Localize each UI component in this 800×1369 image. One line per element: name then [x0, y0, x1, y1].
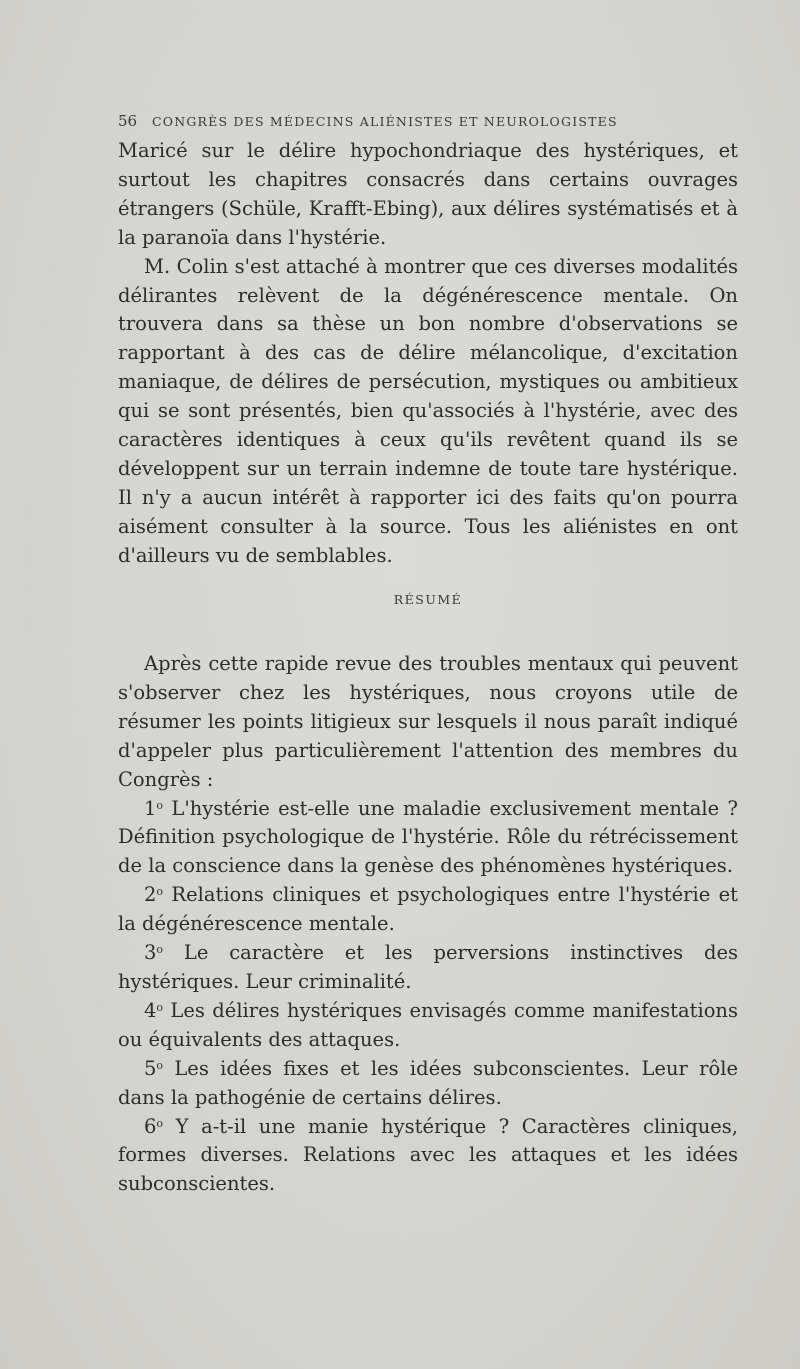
- paragraph: Maricé sur le délire hypochondriaque des hystériques, et surtout les chapitres consacrés dans certains ouvrages étrangers (Schüle, Krafft-Ebing), aux délires systématisés et à la paranoïa dans l'hystérie.: [118, 139, 738, 249]
- running-head: [118, 112, 738, 130]
- item-text: Y a-t-il une manie hystérique ? Caractères cliniques, formes diverses. Relations avec les attaques et les idées subconscientes.: [118, 1114, 738, 1196]
- paragraph: M. Colin s'est attaché à montrer que ces diverses modalités délirantes relèvent de la dégénérescence mentale. On trouvera dans sa thèse un bon nombre d'observations se rapportant à des cas de délire mélancolique, d'excitation maniaque, de délires de persécution, mystiques ou ambitieux qui se sont présentés, bien qu'associés à l'hystérie, avec des caractères identiques à ceux qu'ils revêtent quand ils se développent sur un terrain indemne de toute tare hystérique. Il n'y a aucun intérêt à rapporter ici des faits qu'on pourra aisément consulter à la source. Tous les aliénistes en ont d'ailleurs vu de semblables.: [118, 254, 738, 567]
- item-number: 4: [144, 998, 157, 1022]
- item-text: Les idées fixes et les idées subconscientes. Leur rôle dans la pathogénie de certains délires.: [118, 1056, 738, 1109]
- summary-item-4: [118, 997, 738, 1055]
- summary-body: [118, 650, 738, 1199]
- summary-intro: Après cette rapide revue des troubles mentaux qui peuvent s'observer chez les hystériques, nous croyons utile de résumer les points litigieux sur lesquels il nous paraît indiqué d'appeler plus particulièrement l'attention des membres du Congrès :: [118, 652, 738, 791]
- summary-item-1: [118, 795, 738, 882]
- item-number: 1: [144, 796, 157, 820]
- item-number: 6: [144, 1114, 157, 1138]
- item-number: 3: [144, 941, 157, 965]
- ordinal-mark: o: [156, 1116, 164, 1130]
- item-text: Les délires hystériques envisagés comme manifestations ou équivalents des attaques.: [118, 998, 738, 1051]
- ordinal-mark: o: [156, 943, 164, 957]
- item-text: L'hystérie est-elle une maladie exclusivement mentale ? Définition psychologique de l'hystérie. Rôle du rétrécissement de la conscience dans la genèse des phénomènes hystériques.: [118, 796, 738, 878]
- ordinal-mark: o: [156, 1000, 164, 1014]
- summary-item-5: [118, 1055, 738, 1113]
- running-title: CONGRÈS DES MÉDECINS ALIÉNISTES ET NEUROLOGISTES: [152, 114, 618, 129]
- ordinal-mark: o: [156, 885, 164, 899]
- body-text-top: [118, 137, 738, 571]
- summary-item-2: [118, 881, 738, 939]
- section-title: RÉSUMÉ: [393, 592, 463, 607]
- summary-item-6: [118, 1113, 738, 1200]
- item-text: Relations cliniques et psychologiques entre l'hystérie et la dégénérescence mentale.: [118, 883, 738, 936]
- item-number: 2: [144, 883, 157, 907]
- summary-item-3: [118, 939, 738, 997]
- ordinal-mark: o: [156, 1058, 164, 1072]
- ordinal-mark: o: [156, 798, 164, 812]
- page-number: 56: [118, 112, 138, 130]
- item-number: 5: [144, 1056, 157, 1080]
- item-text: Le caractère et les perversions instinctives des hystériques. Leur criminalité.: [118, 941, 738, 993]
